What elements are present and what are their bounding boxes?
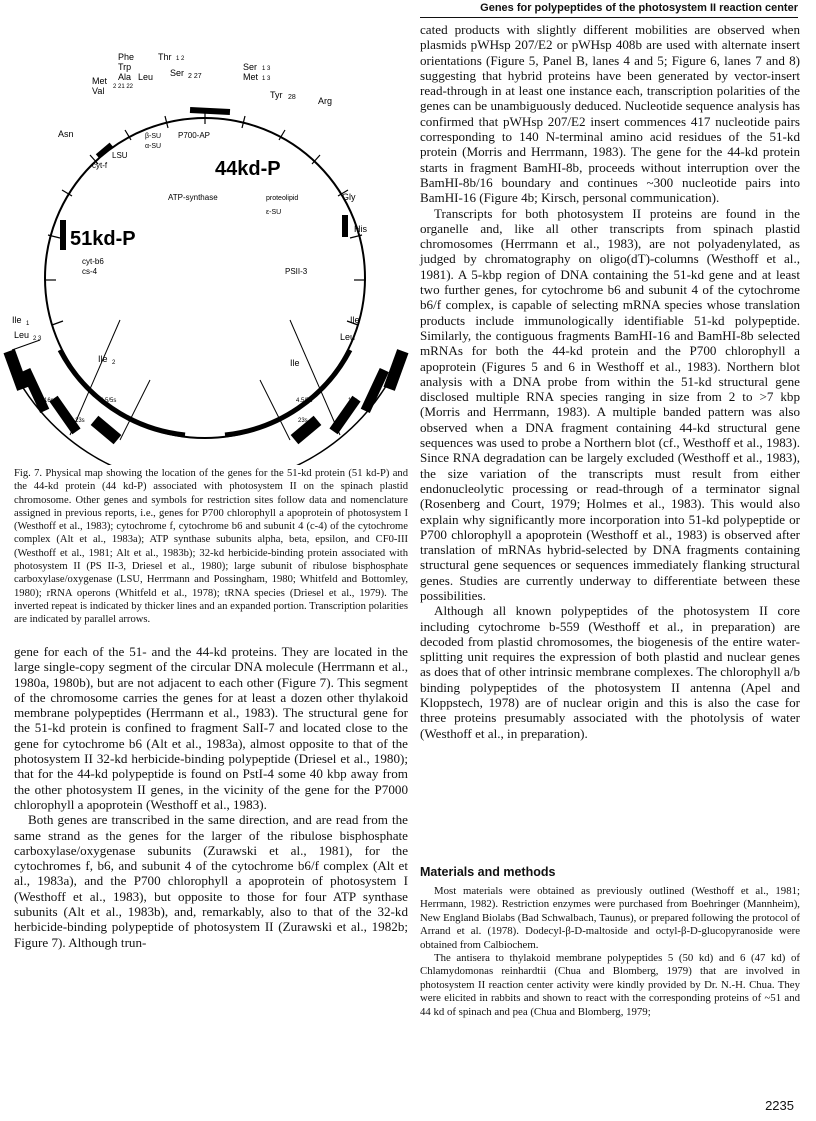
svg-text:16s: 16s xyxy=(44,398,54,404)
svg-text:cyt-f: cyt-f xyxy=(92,161,108,170)
svg-text:Tyr: Tyr xyxy=(270,90,283,100)
svg-text:Gly: Gly xyxy=(342,192,356,202)
svg-text:P700-AP: P700-AP xyxy=(178,131,211,140)
left-column xyxy=(14,644,408,950)
svg-text:ATP-synthase: ATP-synthase xyxy=(168,193,218,202)
restriction-sites xyxy=(44,112,366,325)
svg-text:Ile: Ile xyxy=(12,315,22,325)
svg-text:2 3: 2 3 xyxy=(33,336,42,342)
svg-text:Asn: Asn xyxy=(58,129,74,139)
svg-text:Ser: Ser xyxy=(243,62,258,72)
svg-text:28: 28 xyxy=(288,94,296,101)
paragraph: Both genes are transcribed in the same direction, and are read from the same strand as the genes for the larger of the ribulose bisphosphate carboxylase/oxygenase subunits (Zurawski et al., 1981), for the cytochromes f, b6, and subunit 4 of the cytochrome b6/f complex (Alt et al., 1983a), and the P700 chlorophyll a apoprotein of photosystem I (Westhoff et al., 1983), but opposite to those for four ATP synthase subunits (Alt et al., 1983b), and, remarkably, also to that of the 32-kd herbicide-binding polypeptide of photosystem II (Zurawski et al., 1982b; Figure 7). Although trun- xyxy=(14,812,408,950)
paragraph: Most materials were obtained as previously outlined (Westhoff et al., 1981; Herrmann, 1982). Restriction enzymes were purchased from Boehringer (Mannheim), New England Biolabs (Bad Schwalbach, Taunus), or prepared following the protocol of Arrand et al. (1978). Dodecyl-β-D-maltoside and octyl-β-D-glucopyranoside were obtained from Calbiochem. xyxy=(420,885,800,951)
svg-text:1 3: 1 3 xyxy=(262,66,271,72)
paragraph: gene for each of the 51- and the 44-kd proteins. They are located in the large single-copy segment of the circular DNA molecule (Herrmann et al., 1980a, 1980b), but are not adjacent to each other (Figure 7). This segment of the chromosome carries the genes for at least a dozen other thylakoid membrane polypeptides (Herrmann et al., 1983). The structural gene for the 51-kd protein is confined to fragment SalI-7 and located close to the gene for cytochrome b6 (Alt et al., 1983a), almost opposite to that of the photosystem II 32-kd herbicide-binding polypeptide (Driesel et al., 1980); that for the 44-kd polypeptide is found on PstI-4 some 40 kbp away from the other photosystem II genes, in the vicinity of the gene for the P7000 chlorophyll a apoprotein (Westhoff et al., 1983). xyxy=(14,644,408,812)
svg-text:Trp: Trp xyxy=(118,62,132,72)
protein-label-44kd: 44kd-P xyxy=(215,158,281,180)
methods-section xyxy=(420,885,800,1019)
svg-text:23s: 23s xyxy=(75,418,85,424)
svg-text:Ile: Ile xyxy=(98,354,108,364)
page-number: 2235 xyxy=(765,1098,794,1113)
svg-text:4.5/5s: 4.5/5s xyxy=(296,398,313,404)
figure-caption: Fig. 7. Physical map showing the location of the genes for the 51-kd protein (51 kd-P) and the 44-kd protein (44 kd-P) associated with photosystem II on the spinach plastid chromosome. Other genes and symbols for restriction sites follow data and nomenclature assigned in previous reports, i.e., genes for P700 chlorophyll a apoprotein of photosystem I (Westhoff et al., 1983); cytochrome f, cytochrome b6 and subunit 4 (c-4) of the cytochrome complex (Alt et al., 1983a); ATP synthase subunits alpha, beta, epsilon, and CF0-III (Westhoff et al., 1981; Alt et al., 1983b); 32-kd herbicide-binding protein associated with photosystem II (PS II-3, Driesel et al., 1980); large subunit of ribulose bisphosphate carboxylase/oxygenase (LSU, Herrmann and Possingham, 1980; Whitfeld and Bottomley, 1980); rRNA operons (Whitfeld et al., 1978); tRNA species (Driesel et al., 1979). The inverted repeat is indicated by thicker lines and an expanded portion. Transcription polarities are indicated by parallel arrows. xyxy=(14,468,408,626)
svg-text:Arg: Arg xyxy=(318,96,333,106)
svg-text:4.5/5s: 4.5/5s xyxy=(100,398,117,404)
section-heading-methods: Materials and methods xyxy=(420,865,556,879)
paragraph: Although all known polypeptides of the photosystem II core including cytochrome b-559 (Westhoff et al., in preparation) are decoded from plastid chromosomes, the biogenesis of the entire water-splitting unit requires the expression of both plastid and nuclear genes as does that of other intrinsic membrane complexes. The chlorophyll a/b binding polypeptides of the photosystem II antenna (Apel and Kloppstech, 1978) are of nuclear origin and this is also the case for three proteins presumably associated with the photolysis of water (Westhoff et al., in preparation). xyxy=(420,603,800,741)
svg-text:α-SU: α-SU xyxy=(145,143,162,150)
figure-7-map xyxy=(0,20,410,465)
svg-text:1 2: 1 2 xyxy=(176,56,185,62)
right-column xyxy=(420,22,800,741)
paragraph: Transcripts for both photosystem II proteins are found in the organelle and, like all other transcripts from spinach plastid chromosomes (Herrmann et al., 1983), are not polyadenylated, as judged by chromatography on oligo(dT)-columns (Westhoff et al., 1981). A 5-kbp region of DNA containing the 51-kd gene and at least two further genes, for cytochrome b6 and subunit 4 of the cytochrome b6/f complex, is capable of selecting mRNA species whose translation products include immunologically identifiable 51-kd polypeptide. Similarly, the contiguous fragments BamHI-16 and BamHI-8b selected mRNAs for both the 44-kd protein and the P700 chlorophyll a apoprotein (Figures 5 and 6 in Westhoff et al., 1983). Northern blot analysis with a DNA probe from within the 51-kd structural gene disclosed multiple RNA species ranging in size from 2 to >7 kbp (Morris and Herrmann, 1983). A multiple banded pattern was also observed when a DNA fragment containing 44-kd structural gene sequences was used to probe a Northern blot (cf., Westhoff et al., 1983). Since RNA degradation can be largely excluded (Westhoff et al., 1983), the size variation of the transcripts must result from either endonucleolytic processing or read-through of a terminator signal (Rosenberg and Court, 1979; Holmes et al., 1983). This would also explain why significantly more incorporation into 51-kd polypeptide or P700 chlorophyll a apoprotein (Westhoff et al., 1983) is observed after translation of mRNAs hybrid-selected by DNA fragments containing structural gene sequences or sequences immediately flanking structural genes. Studies are currently underway to differentiate between these possibilities. xyxy=(420,205,800,603)
svg-text:2: 2 xyxy=(112,360,116,366)
svg-text:PSII-3: PSII-3 xyxy=(285,267,308,276)
svg-text:ε-SU: ε-SU xyxy=(266,209,282,216)
svg-text:23s: 23s xyxy=(298,418,308,424)
svg-text:Ser: Ser xyxy=(170,68,185,78)
svg-text:Leu: Leu xyxy=(138,72,154,82)
svg-text:Ile: Ile xyxy=(290,358,300,368)
svg-text:Thr: Thr xyxy=(158,52,172,62)
svg-text:Phe: Phe xyxy=(118,52,135,62)
svg-text:proteolipid: proteolipid xyxy=(266,195,299,202)
svg-text:cyt-b6: cyt-b6 xyxy=(82,257,104,266)
header-rule xyxy=(420,17,798,18)
svg-text:β-SU: β-SU xyxy=(145,133,162,140)
paragraph: The antisera to thylakoid membrane polypeptides 5 (50 kd) and 6 (47 kd) of Chlamydomonas reinhardtii (Chua and Blomberg, 1979) that are involved in photosystem II reaction center activity were kindly provided by Dr. N.-H. Chua. They were elicited in rabbits and shown to react with the corresponding proteins of ~51 and 44 kd of spinach and pea (Chua and Blomberg, 1979; xyxy=(420,952,800,1018)
paragraph: cated products with slightly different mobilities are observed when plasmids pWHsp 207/E2 or pWHsp 408b are used with alternate insert orientations (Figure 5, Panel B, lanes 4 and 5; Figure 6, lanes 7 and 8) suggesting that hybrid proteins have been generated by vector-insert read-through in at least one instance each, transcription polarities of the genes can be unambiguously deduced. Nucleotide sequence analysis has confirmed that pWHsp 207/E2 insert commences 417 nucleotide pairs corresponding to 140 N-terminal amino acid residues of the 51-kd protein (Morris and Herrmann, 1983). The gene for the 44-kd protein starts in fragment BamHI-8b, proceeds without interruption over the BamHI-8b/16 boundary and continues ~300 nucleotide pairs into BamHI-16 (Figure 4b; Kirsch, personal communication). xyxy=(420,22,800,206)
svg-text:2 27: 2 27 xyxy=(188,73,202,80)
svg-text:LSU: LSU xyxy=(112,151,128,160)
svg-text:His: His xyxy=(354,224,367,234)
svg-text:Met: Met xyxy=(92,76,108,86)
outer-arc-blocks xyxy=(4,349,409,444)
svg-text:16s: 16s xyxy=(348,398,358,404)
svg-text:Val: Val xyxy=(92,86,105,96)
svg-text:1: 1 xyxy=(26,321,30,327)
svg-text:Leu: Leu xyxy=(340,332,356,342)
svg-text:Leu: Leu xyxy=(14,330,30,340)
svg-text:Ala: Ala xyxy=(118,72,132,82)
svg-text:cs-4: cs-4 xyxy=(82,267,98,276)
plastid-chromosome-map xyxy=(0,20,410,465)
svg-text:Met: Met xyxy=(243,72,259,82)
svg-text:2 21 22: 2 21 22 xyxy=(113,84,134,90)
running-head: Genes for polypeptides of the photosystem II reaction center xyxy=(480,2,798,14)
inverted-repeat-right xyxy=(225,350,350,435)
svg-text:Ile: Ile xyxy=(350,315,360,325)
protein-label-51kd: 51kd-P xyxy=(70,228,136,250)
svg-text:1 3: 1 3 xyxy=(262,76,271,82)
